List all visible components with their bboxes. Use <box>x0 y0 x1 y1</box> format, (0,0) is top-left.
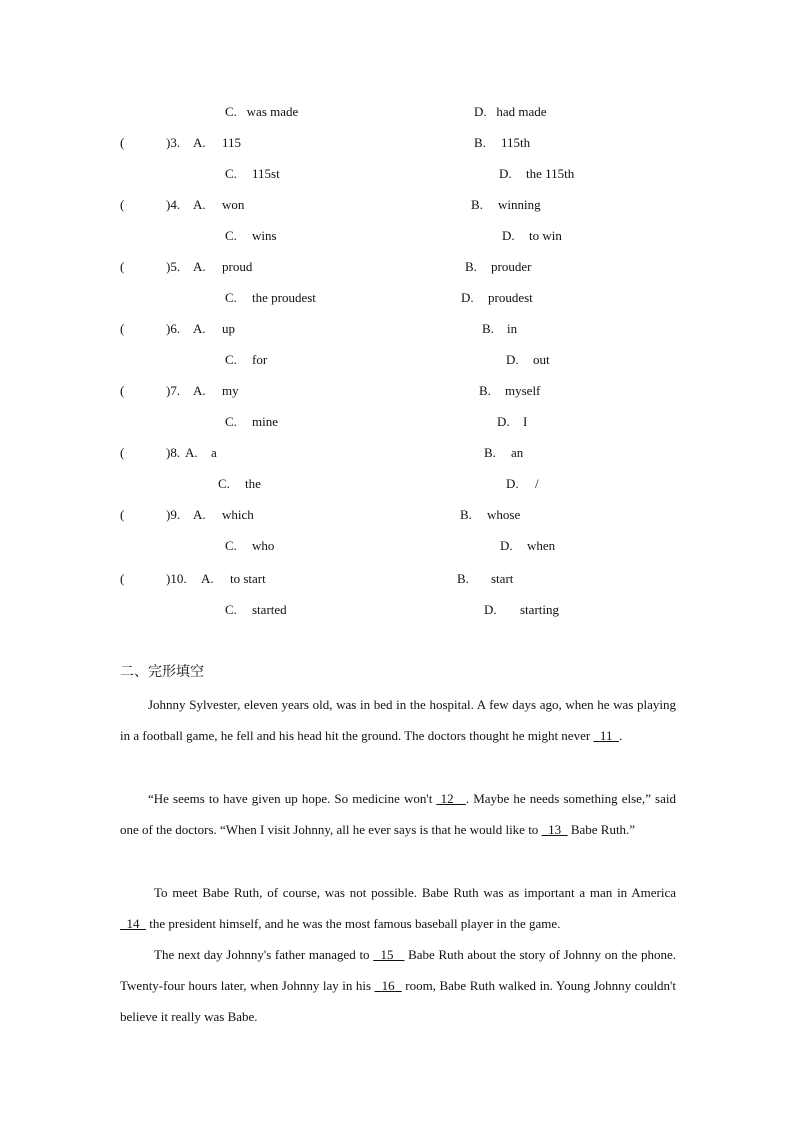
blank-number: 15 <box>380 947 394 962</box>
q7-option-b[interactable]: myself <box>505 383 541 398</box>
section-title: 二、完形填空 <box>120 664 204 680</box>
q4-answer-bracket[interactable]: ( <box>120 197 125 212</box>
q4-option-c[interactable]: wins <box>252 228 277 243</box>
q4-option-d-letter: D. <box>502 228 515 243</box>
q10-option-c[interactable]: started <box>252 602 287 617</box>
blank-number: 11 <box>599 728 613 743</box>
q5-option-b-letter: B. <box>465 259 477 274</box>
passage-text: Babe Ruth about the story of Johnny on the phone. Twenty-four hours later, when Johnny lay in his <box>120 947 677 993</box>
passage-paragraph-2 <box>120 783 676 845</box>
q9-number: )9. <box>166 507 181 522</box>
q10-option-a[interactable]: to start <box>230 571 266 586</box>
q3-option-d[interactable]: the 115th <box>526 166 575 181</box>
q9-option-d[interactable]: when <box>527 538 556 553</box>
q7-option-a[interactable]: my <box>222 383 239 398</box>
blank-13[interactable] <box>542 822 568 837</box>
q5-option-a[interactable]: proud <box>222 259 253 274</box>
q7-option-d[interactable]: I <box>523 414 528 429</box>
q10-option-c-letter: C. <box>225 602 237 617</box>
q8-option-d-letter: D. <box>506 476 519 491</box>
q6-answer-bracket[interactable]: ( <box>120 321 125 336</box>
q6-option-c[interactable]: for <box>252 352 268 367</box>
q7-option-a-letter: A. <box>193 383 206 398</box>
q10-option-b-letter: B. <box>457 571 469 586</box>
q7-answer-bracket[interactable]: ( <box>120 383 125 398</box>
passage-paragraph-1 <box>120 689 676 751</box>
q8-answer-bracket[interactable]: ( <box>120 445 125 460</box>
q6-option-a[interactable]: up <box>222 321 235 336</box>
q6-option-b[interactable]: in <box>507 321 518 336</box>
option-text: had made <box>496 104 547 119</box>
q6-number: )6. <box>166 321 181 336</box>
option-letter: D. <box>474 104 487 119</box>
q3-option-b[interactable]: 115th <box>501 135 531 150</box>
q4-option-b-letter: B. <box>471 197 483 212</box>
q9-answer-bracket[interactable]: ( <box>120 507 125 522</box>
q5-option-c-letter: C. <box>225 290 237 305</box>
q5-answer-bracket[interactable]: ( <box>120 259 125 274</box>
blank-number: 16 <box>381 978 395 993</box>
q5-number: )5. <box>166 259 181 274</box>
blank-16[interactable] <box>375 978 402 993</box>
q3-option-a[interactable]: 115 <box>222 135 242 150</box>
q9-option-b[interactable]: whose <box>487 507 521 522</box>
q8-option-b[interactable]: an <box>511 445 524 460</box>
q7-option-d-letter: D. <box>497 414 510 429</box>
q8-option-c-letter: C. <box>218 476 230 491</box>
q10-answer-bracket[interactable]: ( <box>120 571 125 586</box>
q4-option-c-letter: C. <box>225 228 237 243</box>
passage-text: room, Babe Ruth walked in. Young Johnny couldn't believe it really was Babe. <box>120 978 677 1024</box>
q8-number: )8. <box>166 445 181 460</box>
q8-option-b-letter: B. <box>484 445 496 460</box>
q3-option-c[interactable]: 115st <box>252 166 280 181</box>
q8-option-c[interactable]: the <box>245 476 261 491</box>
q6-option-c-letter: C. <box>225 352 237 367</box>
q6-option-d[interactable]: out <box>533 352 550 367</box>
q7-option-b-letter: B. <box>479 383 491 398</box>
q10-option-d-letter: D. <box>484 602 497 617</box>
passage-text: Johnny Sylvester, eleven years old, was in bed in the hospital. A few days ago, when he was playing in a football game, he fell and his head hit the ground. The doctors thought he might never <box>120 697 676 743</box>
q3-option-b-letter: B. <box>474 135 486 150</box>
q6-option-b-letter: B. <box>482 321 494 336</box>
q3-option-d-letter: D. <box>499 166 512 181</box>
q7-option-c[interactable]: mine <box>252 414 278 429</box>
passage-paragraph-4 <box>120 939 676 1032</box>
blank-number: 12 <box>440 791 454 806</box>
q4-option-d[interactable]: to win <box>529 228 562 243</box>
q4-option-a[interactable]: won <box>222 197 245 212</box>
blank-number: 13 <box>548 822 562 837</box>
q5-option-d-letter: D. <box>461 290 474 305</box>
q7-option-c-letter: C. <box>225 414 237 429</box>
blank-14[interactable] <box>120 916 146 931</box>
q6-option-d-letter: D. <box>506 352 519 367</box>
q4-number: )4. <box>166 197 181 212</box>
q10-option-a-letter: A. <box>201 571 214 586</box>
passage-text: . <box>618 728 623 743</box>
q9-option-b-letter: B. <box>460 507 472 522</box>
blank-12[interactable] <box>436 791 465 806</box>
q9-option-c-letter: C. <box>225 538 237 553</box>
q10-option-b[interactable]: start <box>491 571 514 586</box>
q8-option-a-letter: A. <box>185 445 198 460</box>
passage-text: the president himself, and he was the most famous baseball player in the game. <box>146 916 561 931</box>
q9-option-a[interactable]: which <box>222 507 254 522</box>
blank-11[interactable] <box>593 728 619 743</box>
q4-option-b[interactable]: winning <box>498 197 541 212</box>
option-letter: C. <box>225 104 237 119</box>
passage-text: Babe Ruth.” <box>567 822 636 837</box>
q9-option-d-letter: D. <box>500 538 513 553</box>
q10-number: )10. <box>166 571 187 586</box>
passage-text: “He seems to have given up hope. So medicine won't <box>148 791 437 806</box>
blank-15[interactable] <box>373 947 404 962</box>
q4-option-a-letter: A. <box>193 197 206 212</box>
option-text: was made <box>246 104 299 119</box>
blank-number: 14 <box>126 916 140 931</box>
q5-option-a-letter: A. <box>193 259 206 274</box>
passage-paragraph-3 <box>120 877 676 939</box>
q5-option-b[interactable]: prouder <box>491 259 532 274</box>
passage-text: . Maybe he needs something else,” said one of the doctors. “When I visit Johnny, all he ever says is that he would like to <box>120 791 676 837</box>
q8-option-a[interactable]: a <box>211 445 217 460</box>
passage-text: The next day Johnny's father managed to <box>154 947 374 962</box>
passage-text: To meet Babe Ruth, of course, was not possible. Babe Ruth was as important a man in America <box>154 885 676 900</box>
q8-option-d[interactable]: / <box>535 476 539 491</box>
q6-option-a-letter: A. <box>193 321 206 336</box>
q3-option-c-letter: C. <box>225 166 237 181</box>
q2-option-d <box>474 104 547 120</box>
q10-option-d[interactable]: starting <box>520 602 559 617</box>
q7-number: )7. <box>166 383 181 398</box>
q3-number: )3. <box>166 135 181 150</box>
q9-option-c[interactable]: who <box>252 538 275 553</box>
q5-option-c[interactable]: the proudest <box>252 290 316 305</box>
q9-option-a-letter: A. <box>193 507 206 522</box>
q3-answer-bracket[interactable]: ( <box>120 135 125 150</box>
q2-option-c <box>225 104 298 120</box>
q3-option-a-letter: A. <box>193 135 206 150</box>
q5-option-d[interactable]: proudest <box>488 290 533 305</box>
